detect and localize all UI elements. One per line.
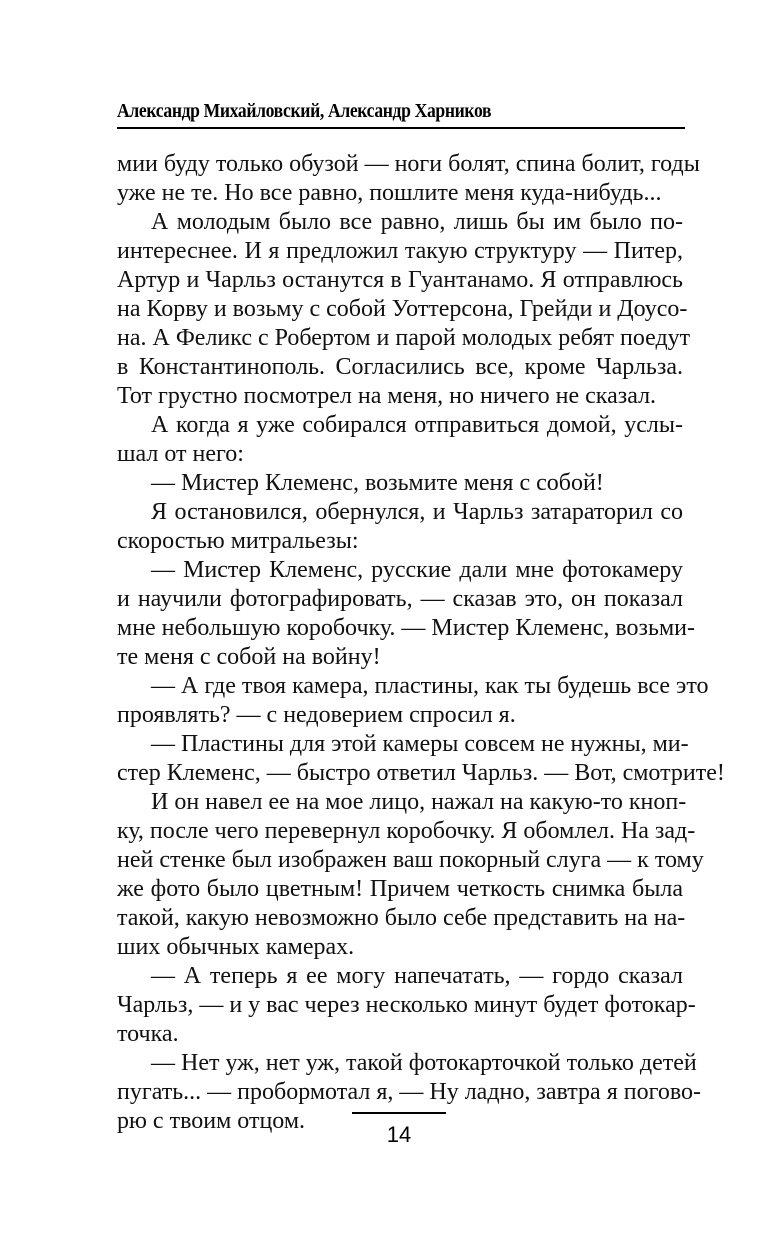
text-line: А когда я уже собирался отправиться домой, услы- <box>151 412 683 438</box>
text-line: те меня с собой на войну! <box>117 644 381 670</box>
text-line: Артур и Чарльз останутся в Гуантанамо. Я отправлюсь <box>117 267 683 293</box>
text-line: — Пластины для этой камеры совсем не нужны, ми- <box>151 731 689 757</box>
text-line: — Мистер Клеменс, возьмите меня с собой! <box>151 470 604 496</box>
text-line: — А теперь я ее могу напечатать, — гордо сказал <box>151 963 683 989</box>
text-line: на Корву и возьму с собой Уоттерсона, Грейди и Доусо- <box>117 296 688 322</box>
text-line: — Мистер Клеменс, русские дали мне фотокамеру <box>151 557 683 583</box>
text-line: стер Клеменс, — быстро ответил Чарльз. — Вот, смотрите! <box>117 760 725 786</box>
body-text <box>117 150 725 1136</box>
text-line: точка. <box>117 1021 179 1047</box>
header-rule <box>117 127 685 129</box>
text-line: на. А Феликс с Робертом и парой молодых ребят поедут <box>117 325 691 351</box>
text-line: проявлять? — с недоверием спросил я. <box>117 702 516 728</box>
text-line: такой, какую невозможно было себе представить на на- <box>117 905 686 931</box>
text-line: в Константинополь. Согласились все, кроме Чарльза. <box>117 354 683 380</box>
text-line: интереснее. И я предложил такую структуру — Питер, <box>117 238 683 264</box>
page-number: 14 <box>386 1122 412 1147</box>
text-line: мии буду только обузой — ноги болят, спина болит, годы <box>117 151 700 177</box>
text-line: же фото было цветным! Причем четкость снимка была <box>117 876 683 902</box>
footer-rule <box>352 1112 446 1114</box>
text-line: уже не те. Но все равно, пошлите меня куда-нибудь... <box>117 180 662 206</box>
text-line: — А где твоя камера, пластины, как ты будешь все это <box>151 673 709 699</box>
text-line: пугать... — пробормотал я, — Ну ладно, завтра я погово- <box>117 1079 701 1105</box>
text-line: А молодым было все равно, лишь бы им было по- <box>151 209 683 235</box>
text-line: ку, после чего перевернул коробочку. Я обомлел. На зад- <box>117 818 696 844</box>
text-line: рю с твоим отцом. <box>117 1108 306 1134</box>
text-line: скоростью митральезы: <box>117 528 359 554</box>
text-line: — Нет уж, нет уж, такой фотокарточкой только детей <box>151 1050 697 1076</box>
running-head: Александр Михайловский, Александр Харников <box>117 100 492 122</box>
text-line: ней стенке был изображен ваш покорный слуга — к тому <box>117 847 704 873</box>
text-line: Чарльз, — и у вас через несколько минут будет фотокар- <box>117 992 696 1018</box>
text-line: и научили фотографировать, — сказав это, он показал <box>117 586 683 612</box>
text-line: И он навел ее на мое лицо, нажал на какую-то кноп- <box>151 789 687 815</box>
text-line: мне небольшую коробочку. — Мистер Клеменс, возьми- <box>117 615 695 641</box>
text-line: Я остановился, обернулся, и Чарльз затараторил со <box>151 499 683 525</box>
text-line: Тот грустно посмотрел на меня, но ничего не сказал. <box>117 383 657 409</box>
text-line: ших обычных камерах. <box>117 934 355 960</box>
text-line: шал от него: <box>117 441 244 467</box>
